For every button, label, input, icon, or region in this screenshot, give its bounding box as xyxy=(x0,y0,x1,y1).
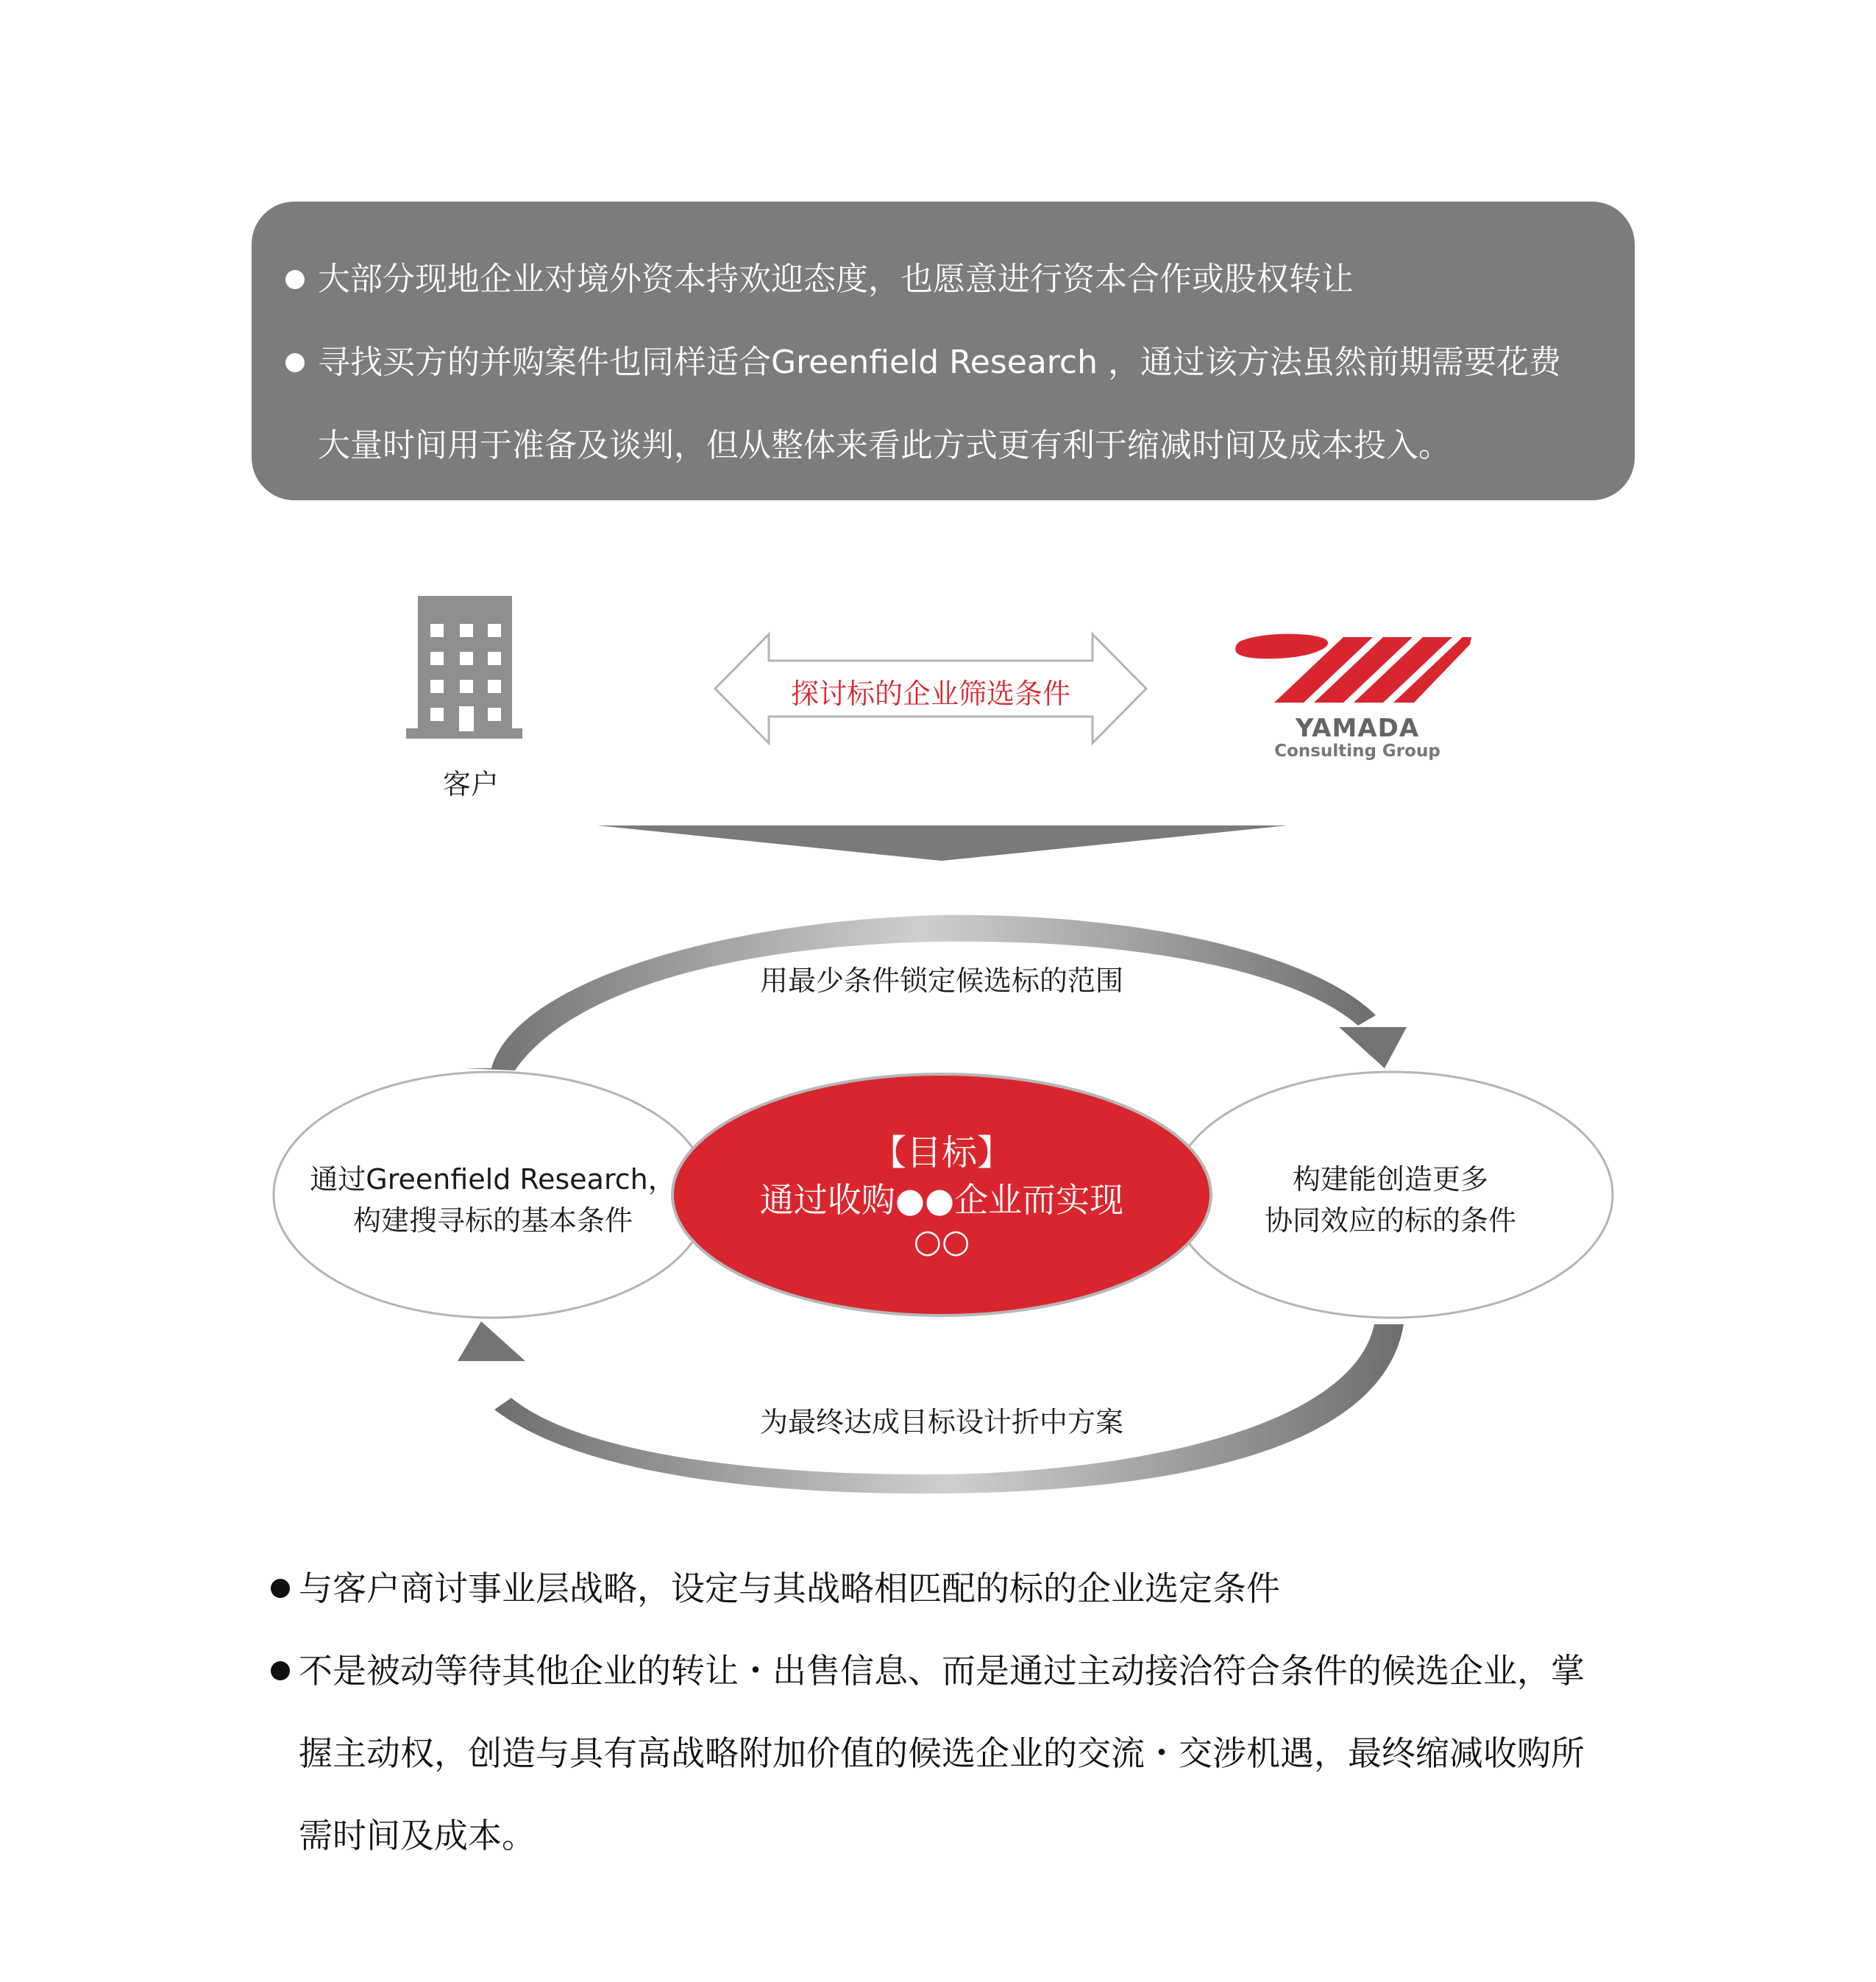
summary-text: 寻找买方的并购案件也同样适合Greenfield Research ，通过该方法虽然前期需要花费 xyxy=(318,344,1561,381)
center-text: ○○ xyxy=(913,1223,970,1260)
down-chevron-icon xyxy=(597,825,1287,861)
note-text: 与客户商讨事业层战略，设定与其战略相匹配的标的企业选定条件 xyxy=(299,1569,1280,1608)
note-text: 需时间及成本。 xyxy=(299,1816,536,1855)
bullet-dot xyxy=(271,1579,290,1598)
left-circle-text: 通过Greenfield Research， xyxy=(310,1163,676,1196)
logo-subtitle: Consulting Group xyxy=(1274,742,1440,761)
right-circle-text: 构建能创造更多 xyxy=(1292,1163,1488,1196)
top-arc-label: 用最少条件锁定候选标的范围 xyxy=(759,965,1123,997)
bottom-arc-label: 为最终达成目标设计折中方案 xyxy=(759,1406,1123,1438)
note-text: 握主动权，创造与具有高战略附加价值的候选企业的交流・交涉机遇，最终缩减收购所 xyxy=(299,1733,1585,1773)
bullet-dot xyxy=(271,1661,290,1680)
right-circle-text: 协同效应的标的条件 xyxy=(1264,1204,1516,1237)
summary-text: 大量时间用于准备及谈判，但从整体来看此方式更有利于缩减时间及成本投入。 xyxy=(318,427,1451,464)
logo-name: YAMADA xyxy=(1295,714,1420,743)
client-label: 客户 xyxy=(442,768,499,800)
building-icon xyxy=(406,596,522,739)
left-circle-text: 构建搜寻标的基本条件 xyxy=(352,1204,633,1237)
note-text: 不是被动等待其他企业的转让・出售信息、而是通过主动接洽符合条件的候选企业，掌 xyxy=(299,1651,1585,1691)
yamada-logo-icon xyxy=(1235,634,1471,703)
center-title: 【目标】 xyxy=(870,1132,1012,1173)
exchange-label: 探讨标的企业筛选条件 xyxy=(790,678,1070,710)
center-text: 通过收购●●企业而实现 xyxy=(759,1180,1124,1220)
summary-text: 大部分现地企业对境外资本持欢迎态度，也愿意进行资本合作或股权转让 xyxy=(318,260,1354,298)
